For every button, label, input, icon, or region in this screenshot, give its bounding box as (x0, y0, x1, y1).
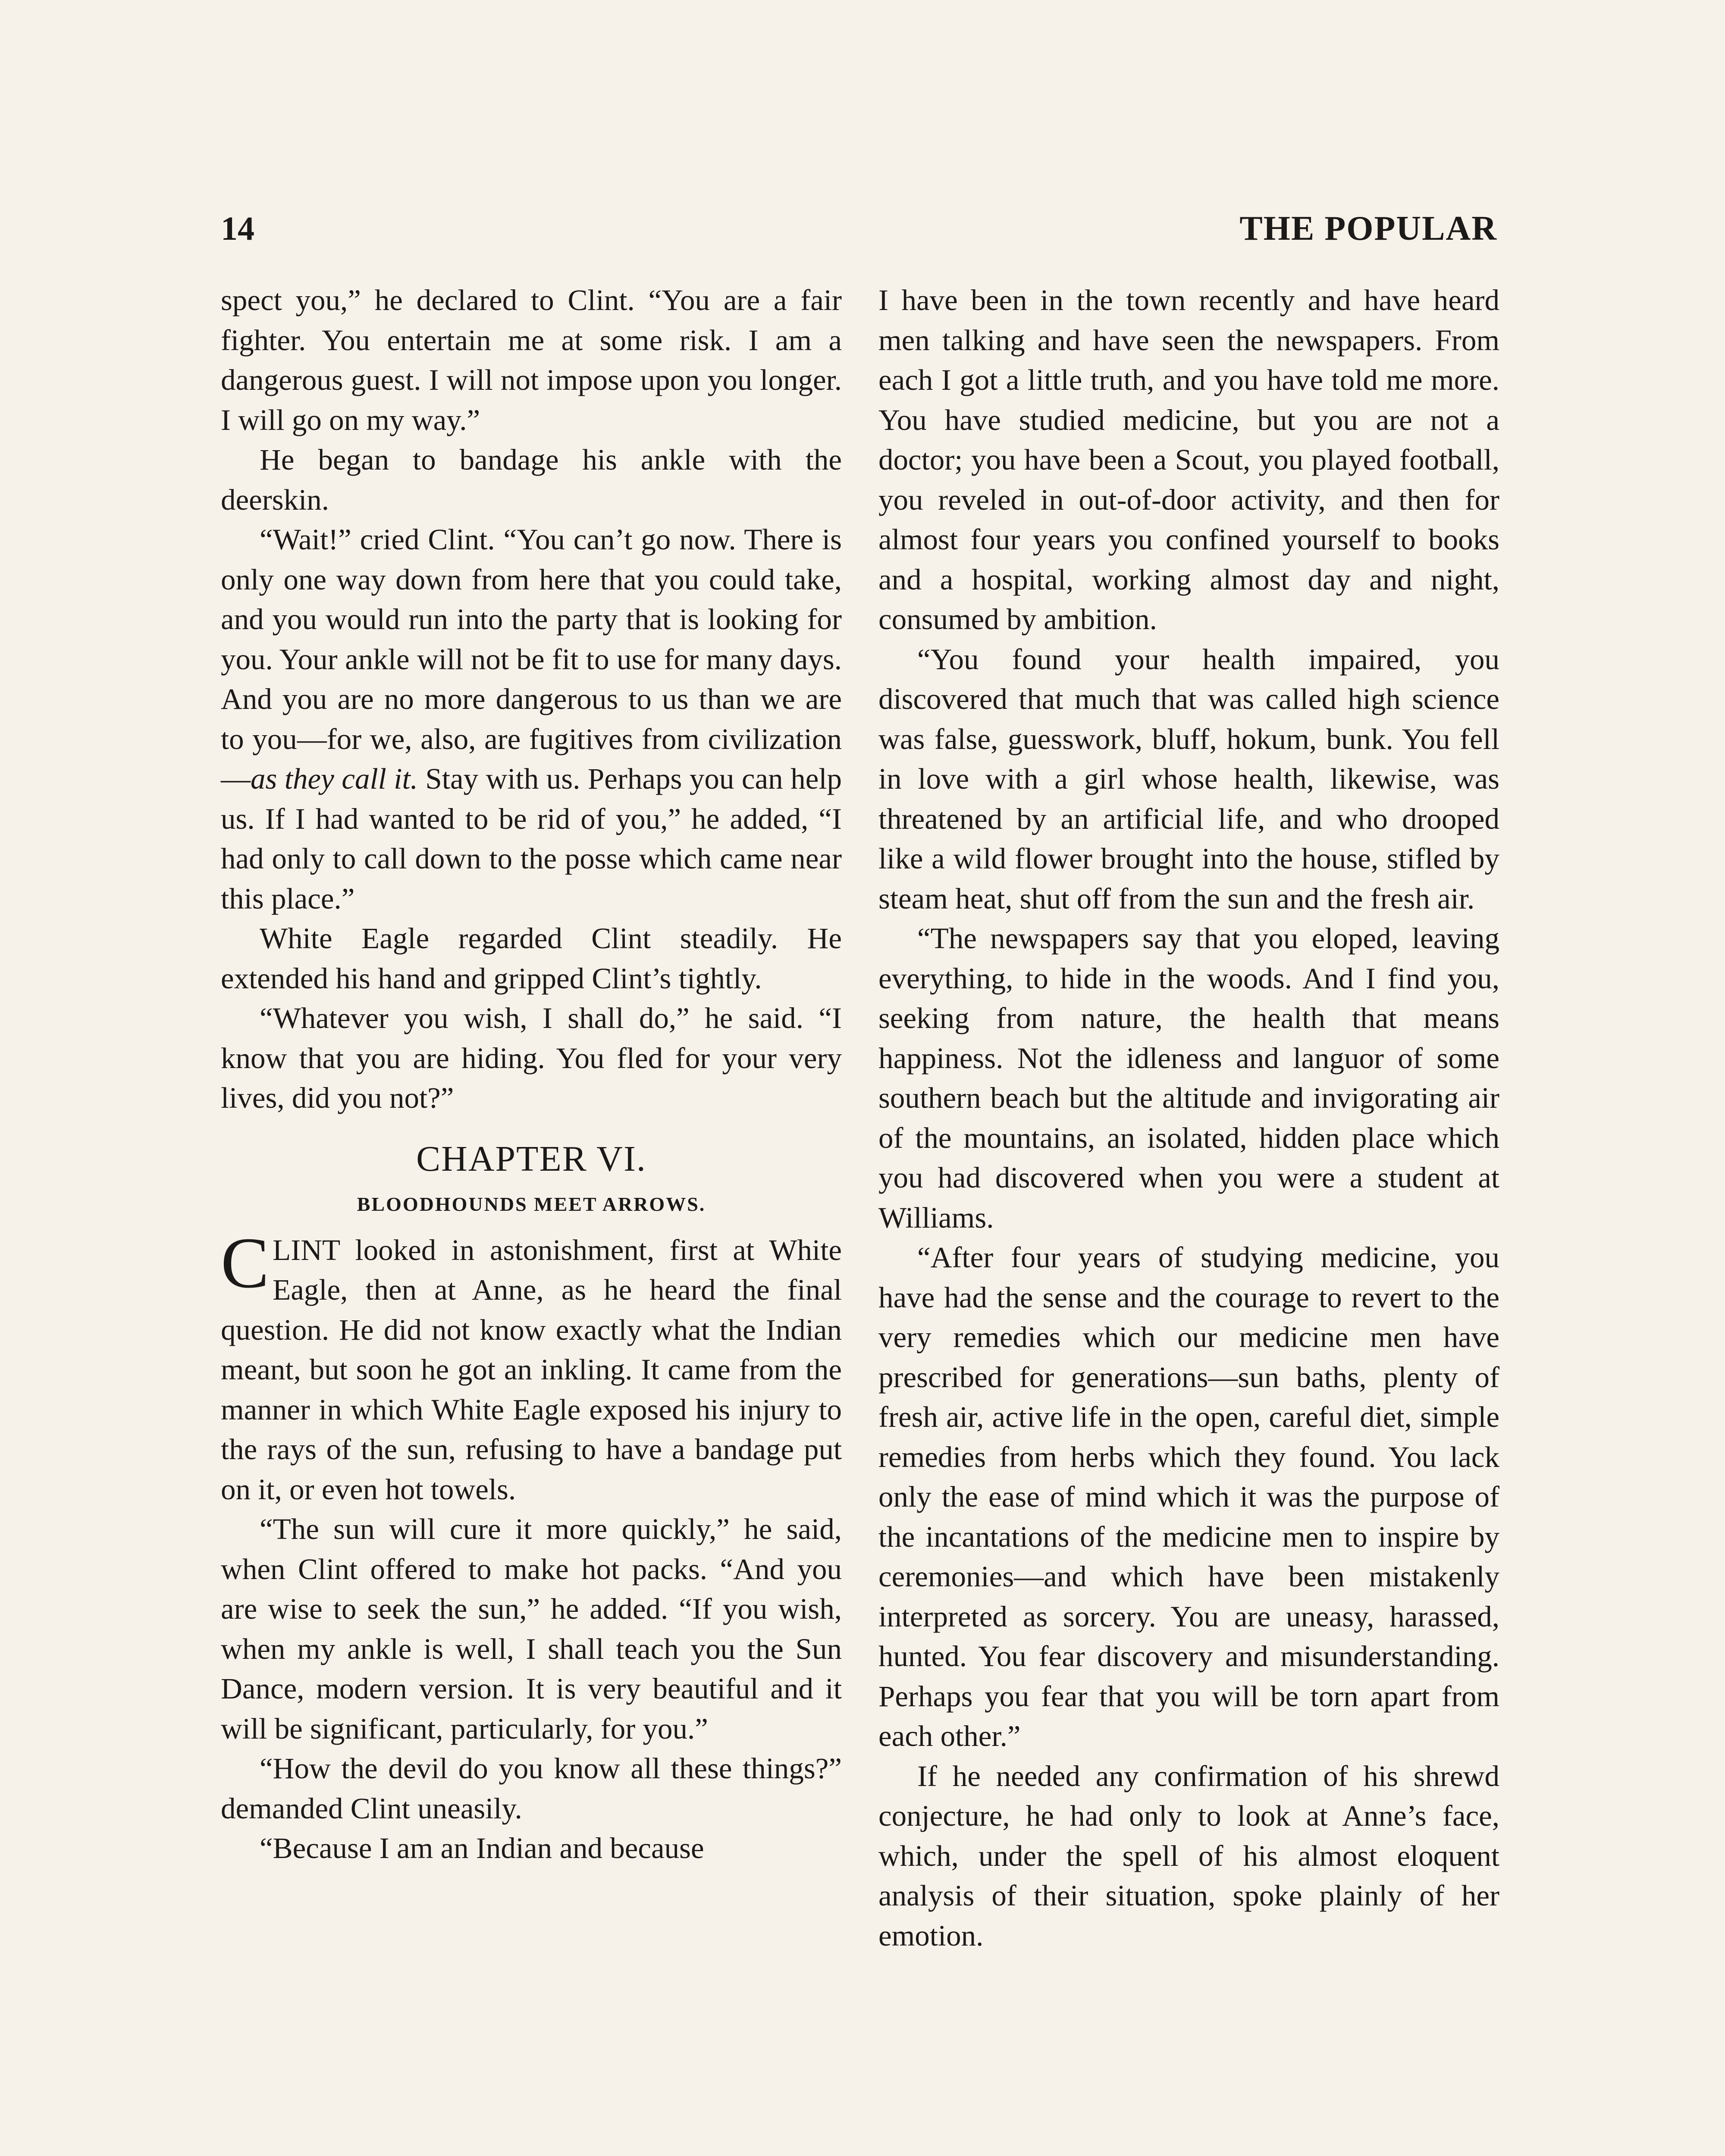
chapter-subtitle: BLOODHOUNDS MEET ARROWS. (357, 1193, 706, 1215)
paragraph (221, 1222, 842, 1510)
paragraph (221, 520, 842, 918)
paragraph: “The sun will cure it more quickly,” he said, when Clint offered to make hot packs. “And you are wise to seek the sun,” he added. “If you wish, when my ankle is well, I shall teach you the Sun Dance, modern version. It is very beautiful and it will be significant, particularly, for you.” (221, 1513, 842, 1745)
paragraph: “Because I am an Indian and because (260, 1832, 704, 1865)
paragraph: “After four years of studying medicine, you have had the sense and the courage to revert to the very remedies which our medicine men have prescribed for generations—sun baths, plenty of fresh air, active life in the open, careful diet, simple remedies from herbs which they found. You lack only the ease of mind which it was the purpose of the incantations of the medicine men to inspire by ceremonies—and which have been mistakenly interpreted as sorcery. You are uneasy, harassed, hunted. You fear discovery and misunderstanding. Perhaps you fear that you will be torn apart from each other.” (878, 1241, 1499, 1752)
paragraph: “You found your health impaired, you discovered that much that was called high science was false, guesswork, bluff, hokum, bunk. You fell in love with a girl whose health, likewise, was threatened by an artificial life, and who drooped like a wild flower brought into the house, stifled by steam heat, shut off from the sun and the fresh air. (878, 642, 1499, 915)
left-column (221, 280, 842, 1868)
paragraph-text: Stay with us. Perhaps you can help us. If I had wanted to be rid of you,” he added, “I had only to call down to the posse which came near this place.” (221, 762, 842, 915)
chapter-title: CHAPTER VI. (416, 1138, 646, 1179)
paragraph: If he needed any confirmation of his shrewd conjecture, he had only to look at Anne’s face, which, under the spell of his almost eloquent analysis of their situation, spoke plainly of her emotion. (878, 1759, 1499, 1952)
paragraph: White Eagle regarded Clint steadily. He extended his hand and gripped Clint’s tightly. (221, 922, 842, 995)
paragraph-text: LINT looked in astonishment, first at White Eagle, then at Anne, as he heard the final question. He did not know exactly what the Indian meant, but soon he got an inkling. It came from the manner in which White Eagle exposed his injury to the rays of the sun, refusing to have a bandage put on it, or even hot towels. (221, 1233, 842, 1506)
paragraph-text: “Wait!” cried Clint. “You can’t go now. There is only one way down from here that you could take, and you would run into the party that is looking for you. Your ankle will not be fit to use for many days. And you are no more dangerous to us than we are to you—for we, also, are fugitives from civilization— (221, 523, 842, 795)
page-header (221, 203, 1497, 254)
paragraph: I have been in the town recently and have heard men talking and have seen the newspapers. From each I got a little truth, and you have told me more. You have studied medicine, but you are not a doctor; you have been a Scout, you played football, you reveled in out-of-door activity, and then for almost four years you confined yourself to books and a hospital, working almost day and night, consumed by ambition. (878, 284, 1499, 636)
italic-phrase: as they call it. (251, 762, 418, 795)
paragraph: “The newspapers say that you eloped, leaving everything, to hide in the woods. And I find you, seeking from nature, the health that means happiness. Not the idleness and languor of some southern beach but the altitude and invigorating air of the mountains, an isolated, hidden place which you had discovered when you were a student at Williams. (878, 922, 1499, 1234)
paragraph: spect you,” he declared to Clint. “You are a fair fighter. You entertain me at some risk. I am a dangerous guest. I will not impose upon you longer. I will go on my way.” (221, 284, 842, 436)
paragraph: He began to bandage his ankle with the deerskin. (221, 443, 842, 516)
page-number: 14 (221, 210, 254, 247)
right-column (878, 280, 1499, 1955)
drop-cap: C (221, 1222, 270, 1303)
paragraph: “How the devil do you know all these things?” demanded Clint uneasily. (221, 1752, 842, 1825)
paragraph: “Whatever you wish, I shall do,” he said. “I know that you are hiding. You fled for your very lives, did you not?” (221, 1002, 842, 1114)
running-head: THE POPULAR (1239, 210, 1497, 248)
